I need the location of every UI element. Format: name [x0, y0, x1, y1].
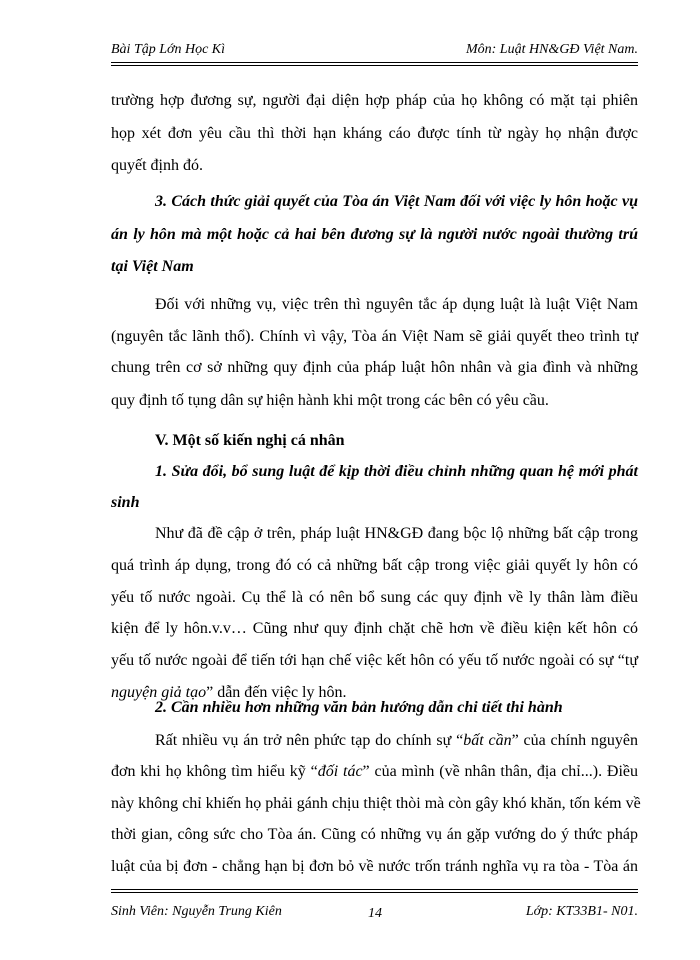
section-heading: 2. Cần nhiều hơn những văn bản hướng dẫn chi tiết thi hành: [155, 699, 563, 716]
text-line: quyết định đó.: [111, 157, 203, 174]
text-line: thời gian, công sức cho Tòa án. Cũng có những vụ án gặp vướng do ý thức pháp: [111, 826, 638, 843]
text-line: yếu tố nước ngoài để tiến tới hạn chế việc kết hôn có yếu tố nước ngoài có sự “tự: [111, 652, 638, 669]
text-line: họp xét đơn yêu cầu thì thời hạn kháng cáo được tính từ ngày họ nhận được: [111, 125, 638, 142]
text-line: quy định tố tụng dân sự hiện hành khi một trong các bên có yêu cầu.: [111, 392, 549, 409]
text-line: này không chỉ khiến họ phải gánh chịu thiệt thòi mà còn gây khó khăn, tốn kém về: [111, 795, 641, 812]
section-heading: án ly hôn mà một hoặc cả hai bên đương sự là người nước ngoài thường trú: [111, 226, 638, 243]
header-title: Bài Tập Lớn Học Kì: [111, 42, 226, 57]
text-line: chung trên cơ sở những quy định của pháp luật hôn nhân và gia đình và những: [111, 359, 638, 376]
text-line: (nguyên tắc lãnh thổ). Chính vì vậy, Tòa án Việt Nam sẽ giải quyết theo trình tự: [111, 328, 638, 345]
chapter-heading: V. Một số kiến nghị cá nhân: [155, 432, 345, 449]
text-line: trường hợp đương sự, người đại diện hợp pháp của họ không có mặt tại phiên: [111, 92, 638, 109]
text-line: [111, 762, 638, 782]
text-line: Như đã đề cập ở trên, pháp luật HN&GĐ đang bộc lộ những bất cập trong: [155, 525, 638, 542]
footer-rule: [111, 889, 638, 890]
text-fragment: Rất nhiều vụ án trở nên phức tạp do chính sự “: [155, 732, 464, 749]
text-line: [155, 731, 638, 751]
quoted-term: nguyện giả tạo: [111, 684, 207, 701]
page-footer: [111, 898, 638, 922]
text-fragment: đơn khi họ không tìm hiểu kỹ “: [111, 763, 318, 780]
text-line: yếu tố nước ngoài. Cụ thể là có nên bổ sung các quy định về ly thân làm điều: [111, 589, 638, 606]
page-header: [111, 40, 638, 64]
footer-rule: [111, 892, 638, 893]
header-rule: [111, 62, 638, 63]
section-heading: tại Việt Nam: [111, 258, 194, 275]
text-fragment: ” của chính nguyên: [511, 732, 638, 749]
footer-class: Lớp: KT33B1- N01.: [525, 904, 638, 919]
text-line: quá trình áp dụng, trong đó có cả những bất cập trong việc giải quyết ly hôn có: [111, 557, 638, 574]
text-fragment: ” dẫn đến việc ly hôn.: [206, 684, 347, 701]
quoted-term: bất cần: [463, 732, 512, 749]
text-line: luật của bị đơn - chẳng hạn bị đơn bỏ về nước trốn tránh nghĩa vụ ra tòa - Tòa án: [111, 858, 638, 875]
page-number: 14: [368, 906, 382, 921]
text-line: kiện để ly hôn.v.v… Cũng như quy định chặt chẽ hơn về điều kiện kết hôn có: [111, 620, 638, 637]
text-line: Đối với những vụ, việc trên thì nguyên tắc áp dụng luật là luật Việt Nam: [155, 296, 638, 313]
text-fragment: ” của mình (về nhân thân, địa chỉ...). Điều: [362, 763, 638, 780]
section-heading: sinh: [111, 494, 140, 511]
quoted-term: đối tác: [317, 763, 363, 780]
header-subject: Môn: Luật HN&GĐ Việt Nam.: [465, 42, 638, 57]
section-heading: 1. Sửa đổi, bổ sung luật để kịp thời điều chỉnh những quan hệ mới phát: [155, 463, 638, 480]
footer-author: Sinh Viên: Nguyễn Trung Kiên: [111, 904, 282, 919]
section-heading: 3. Cách thức giải quyết của Tòa án Việt Nam đối với việc ly hôn hoặc vụ: [155, 193, 638, 210]
header-rule: [111, 65, 638, 66]
